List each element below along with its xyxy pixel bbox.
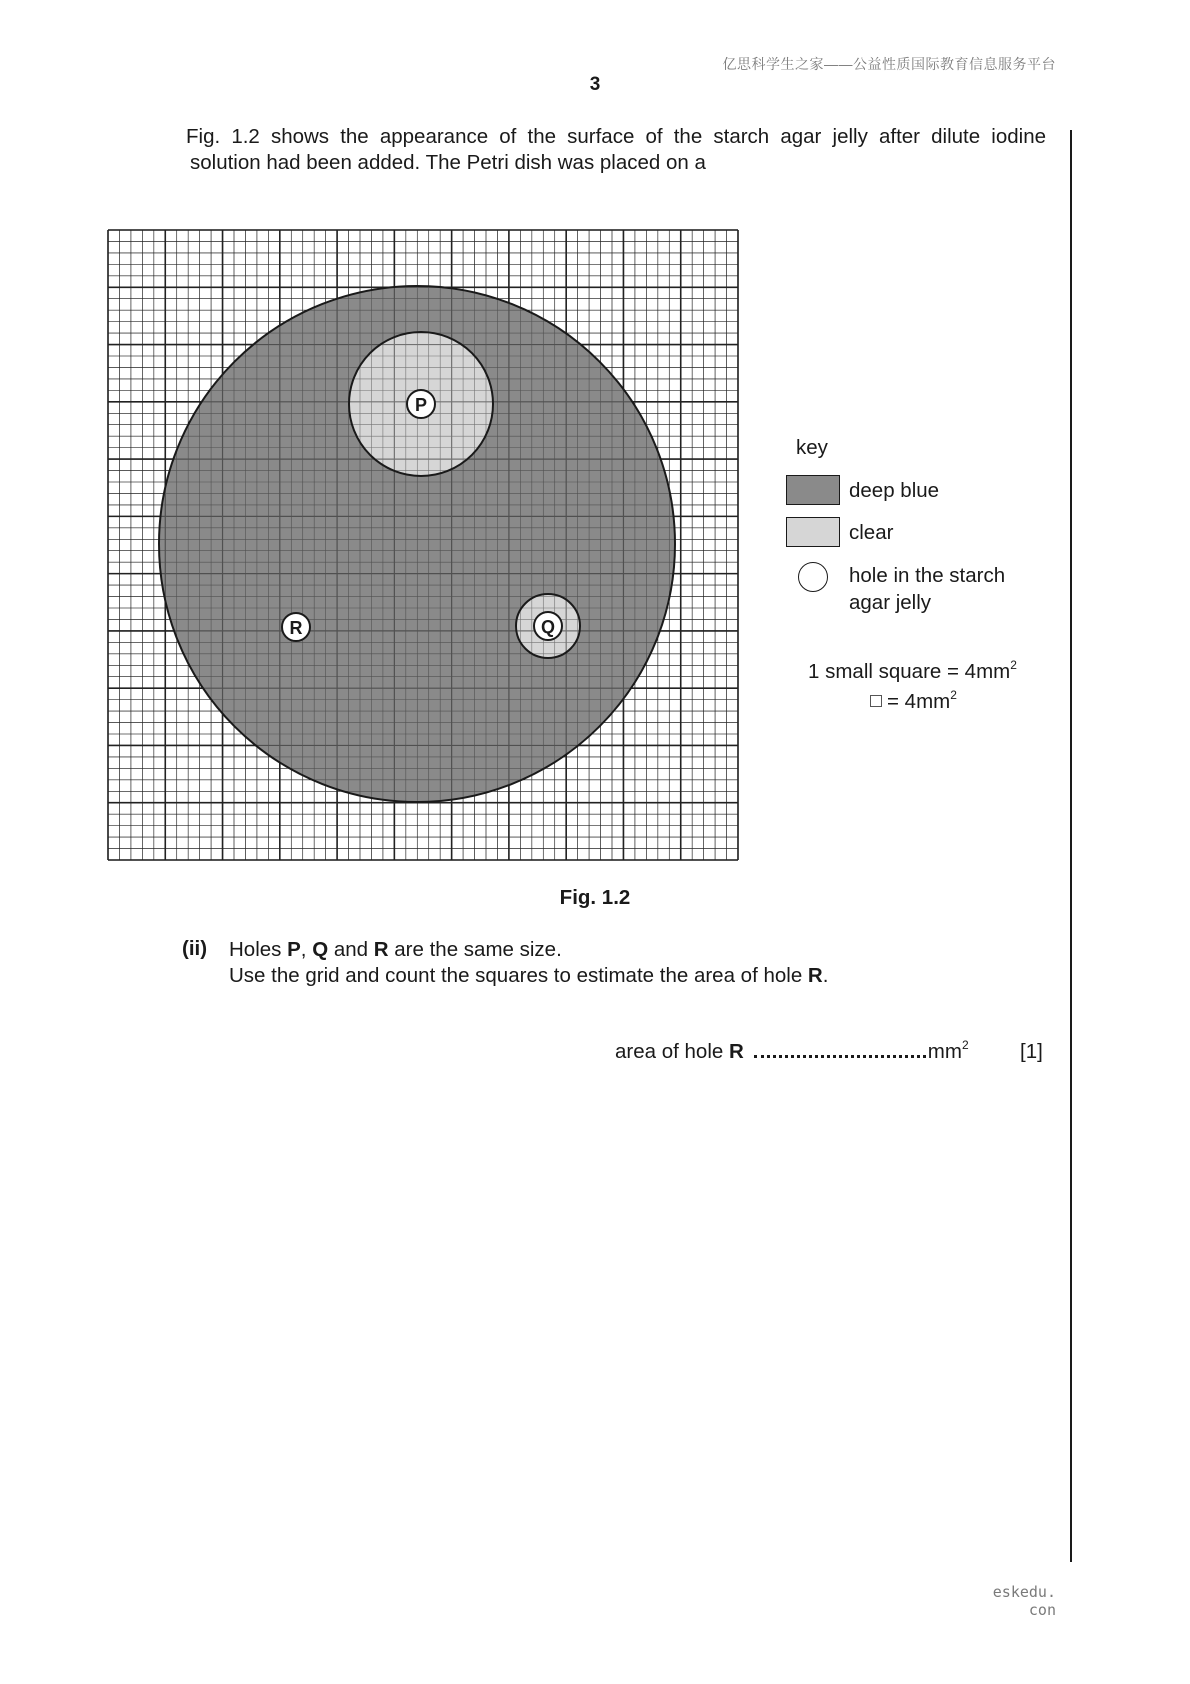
question-line-2	[229, 963, 1049, 989]
marks: [1]	[1020, 1040, 1043, 1063]
q-text: are the same size.	[388, 938, 562, 961]
hole-r-label: R	[289, 618, 303, 638]
key-swatch-clear	[786, 517, 840, 547]
key-title: key	[796, 436, 828, 459]
answer-unit: mm	[927, 1040, 962, 1063]
scale-note-1	[808, 660, 1017, 684]
question-text	[229, 937, 1049, 989]
scale-note-2-sup: 2	[950, 688, 957, 702]
question-line-1	[229, 937, 1049, 963]
header-watermark: 亿思科学生之家——公益性质国际教育信息服务平台	[722, 56, 1056, 72]
question-part-label: (ii)	[182, 937, 208, 960]
answer-label: area of hole	[615, 1040, 729, 1063]
q-text: Use the grid and count the squares to estimate the area of hole	[229, 964, 808, 987]
petri-dish-figure	[106, 228, 846, 862]
q-bold-p: P	[287, 938, 301, 961]
scale-note-1-sup: 2	[1010, 658, 1017, 672]
small-square-icon	[870, 695, 882, 707]
hole-q-label: Q	[540, 617, 556, 637]
intro-text	[186, 124, 1046, 176]
key-label-clear: clear	[849, 521, 894, 544]
q-bold-r: R	[807, 964, 823, 987]
q-text: .	[822, 964, 829, 987]
key-swatch-deep-blue	[786, 475, 840, 505]
key-hole-symbol	[798, 562, 828, 592]
answer-unit-sup: 2	[961, 1038, 969, 1052]
q-text: and	[328, 938, 374, 961]
answer-line	[615, 1040, 969, 1064]
intro-line-2: solution had been added. The Petri dish was placed on a	[190, 151, 706, 174]
answer-input[interactable]	[754, 1041, 926, 1058]
q-text: Holes	[229, 938, 288, 961]
figure-caption: Fig. 1.2	[559, 886, 631, 909]
hole-p-label: P	[414, 395, 428, 415]
scale-note-2-text: = 4mm	[887, 690, 951, 713]
margin-rule	[1070, 130, 1072, 1562]
q-text: ,	[300, 938, 313, 961]
footer-site: eskedu. con	[992, 1583, 1056, 1619]
scale-note-2	[870, 690, 957, 714]
intro-line-1: Fig. 1.2 shows the appearance of the surface of the starch agar jelly after dilute iodine	[186, 125, 1046, 148]
key-label-deep-blue: deep blue	[849, 479, 940, 502]
scale-note-1-text: 1 small square = 4mm	[808, 660, 1011, 683]
key-label-hole: hole in the starch agar jelly	[849, 564, 1006, 614]
answer-label-bold: R	[728, 1040, 744, 1063]
page-number: 3	[589, 74, 601, 95]
q-bold-q: Q	[312, 938, 329, 961]
q-bold-r: R	[373, 938, 389, 961]
